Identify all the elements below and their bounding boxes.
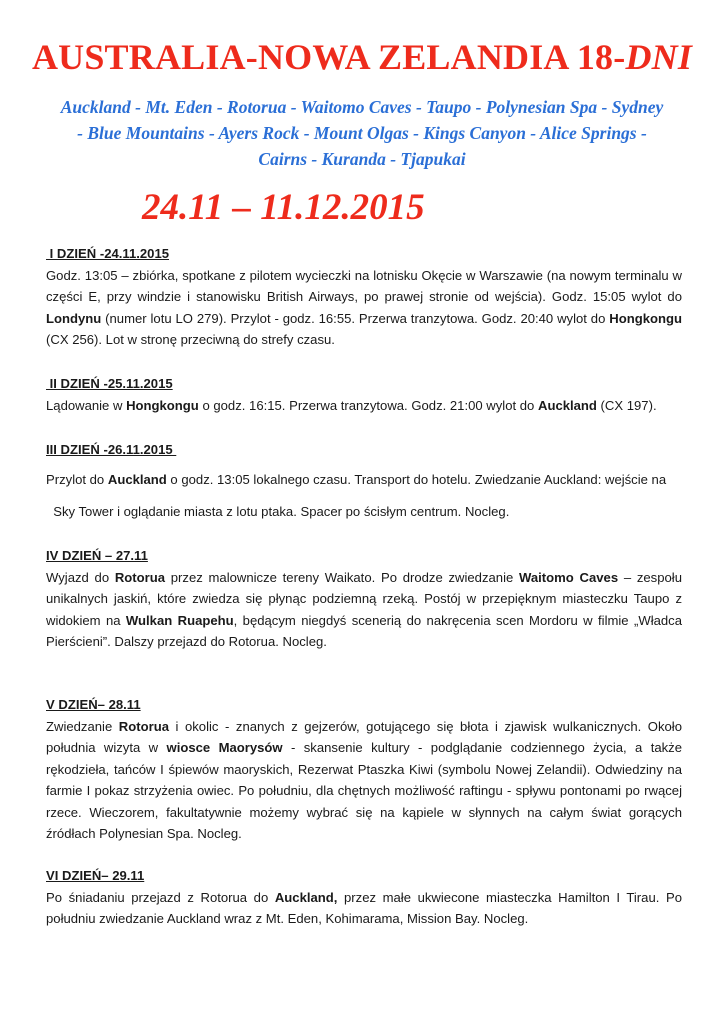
day-5-heading: V DZIEŃ– 28.11	[46, 697, 141, 712]
day-3-description-continued: Sky Tower i oglądanie miasta z lotu ptaka. Spacer po ścisłym centrum. Nocleg.	[46, 504, 510, 519]
day-1-text: Godz. 13:05 – zbiórka, spotkane z pilotem wycieczki na lotnisku Okęcie w Warszawie (na nowym terminalu w części E, przy windzie i stanowisku British Airways, po prawej stronie od wejścia). Godz. 15:05 wylot do	[46, 267, 682, 304]
day-6-heading: VI DZIEŃ– 29.11	[46, 868, 145, 883]
day-6-description	[46, 887, 682, 930]
day-4-place-waitomo-caves: Waitomo Caves	[519, 569, 619, 585]
day-6-text: przez małe ukwiecone miasteczka Hamilton I Tirau. Po południu zwiedzanie Auckland wraz z Mt. Eden, Kohimarama, Mission Bay. Nocleg.	[46, 889, 682, 926]
day-6-place-auckland: Auckland,	[274, 889, 338, 905]
day-5-text: Zwiedzanie	[46, 718, 119, 734]
day-2-heading: II DZIEŃ -25.11.2015	[46, 376, 173, 391]
day-6-section	[46, 865, 682, 930]
day-2-text: Lądowanie w	[46, 397, 127, 413]
day-2-place-auckland: Auckland	[537, 397, 597, 413]
day-5-text: i okolic - znanych z gejzerów, gotującego się błota i zjawisk wulkanicznych. Około południa wizyta w	[46, 718, 682, 755]
day-5-text: - skansenie kultury - podglądanie codziennego życia, a także rękodzieła, tańców I śpiewów maoryskich, Rezerwat Ptaszka Kiwi (symbolu Nowej Zelandii). Odwiedziny na farmie I pokaz strzyżenia owiec. Po południu, dla chętnych możliwość raftingu - spływu pontonami po rwącej rzece. Wieczorem, fakultatywnie możemy wybrać się na kąpiele w słynnych na całym świat gorących źródłach Polynesian Spa. Nocleg.	[46, 740, 682, 841]
day-1-text: (CX 256). Lot w stronę przeciwną do strefy czasu.	[46, 332, 335, 347]
day-3-place-auckland: Auckland	[107, 471, 167, 487]
day-5-place-rotorua: Rotorua	[118, 718, 169, 734]
day-4-text: – zespołu unikalnych jaskiń, które zwiedza się płynąc podziemną rzeką. Postój w przepięknym miasteczku Taupo z widokiem na	[46, 569, 682, 628]
route-line-1: Auckland - Mt. Eden - Rotorua - Waitomo Caves - Taupo - Polynesian Spa - Sydney	[60, 97, 664, 117]
title-main: AUSTRALIA-NOWA ZELANDIA 18-	[31, 37, 626, 77]
day-4-place-ruapehu: Wulkan Ruapehu	[125, 612, 234, 628]
day-3-section	[46, 439, 682, 523]
day-3-heading: III DZIEŃ -26.11.2015	[46, 442, 177, 457]
day-3-text: Przylot do	[46, 471, 108, 487]
day-4-place-rotorua: Rotorua	[114, 569, 166, 585]
day-3-description	[46, 469, 682, 491]
day-2-place-hongkong: Hongkongu	[126, 397, 199, 413]
day-1-text: (numer lotu LO 279). Przylot - godz. 16:55. Przerwa tranzytowa. Godz. 20:40 wylot do	[101, 310, 610, 326]
day-1-description	[46, 265, 682, 351]
route-line-3: Cairns - Kuranda - Tjapukai	[258, 149, 466, 169]
day-1-place-hongkong: Hongkongu	[609, 310, 682, 326]
day-4-heading: IV DZIEŃ – 27.11	[46, 548, 148, 563]
day-1-heading: I DZIEŃ -24.11.2015	[46, 246, 170, 261]
day-3-text: o godz. 13:05 lokalnego czasu. Transport do hotelu. Zwiedzanie Auckland: wejście na	[166, 471, 667, 487]
day-2-description	[46, 395, 682, 417]
day-5-place-maori-village: wiosce Maorysów	[166, 740, 283, 755]
day-4-text: Wyjazd do	[46, 569, 115, 585]
day-5-section	[46, 694, 682, 845]
day-2-section	[46, 373, 682, 416]
day-2-text: o godz. 16:15. Przerwa tranzytowa. Godz. 21:00 wylot do	[198, 397, 538, 413]
day-4-section	[46, 545, 682, 653]
day-2-text: (CX 197).	[596, 397, 657, 413]
title-suffix: DNI	[625, 37, 693, 77]
day-1-place-london: Londynu	[46, 310, 102, 326]
day-4-description	[46, 567, 682, 653]
day-4-text: , będącym niegdyś scenerią do nakręcenia scen Mordoru w filmie „Władca Pierścieni”. Dalszy przejazd do Rotorua. Nocleg.	[46, 612, 682, 649]
day-5-description	[46, 716, 682, 845]
day-4-text: przez malownicze tereny Waikato. Po drodze zwiedzanie	[165, 569, 519, 585]
trip-dates: 24.11 – 11.12.2015	[142, 187, 425, 228]
route-list	[40, 94, 684, 172]
document-title	[0, 36, 724, 78]
day-6-text: Po śniadaniu przejazd z Rotorua do	[46, 889, 275, 905]
day-1-section	[46, 243, 682, 351]
route-line-2: - Blue Mountains - Ayers Rock - Mount Olgas - Kings Canyon - Alice Springs -	[77, 123, 647, 143]
